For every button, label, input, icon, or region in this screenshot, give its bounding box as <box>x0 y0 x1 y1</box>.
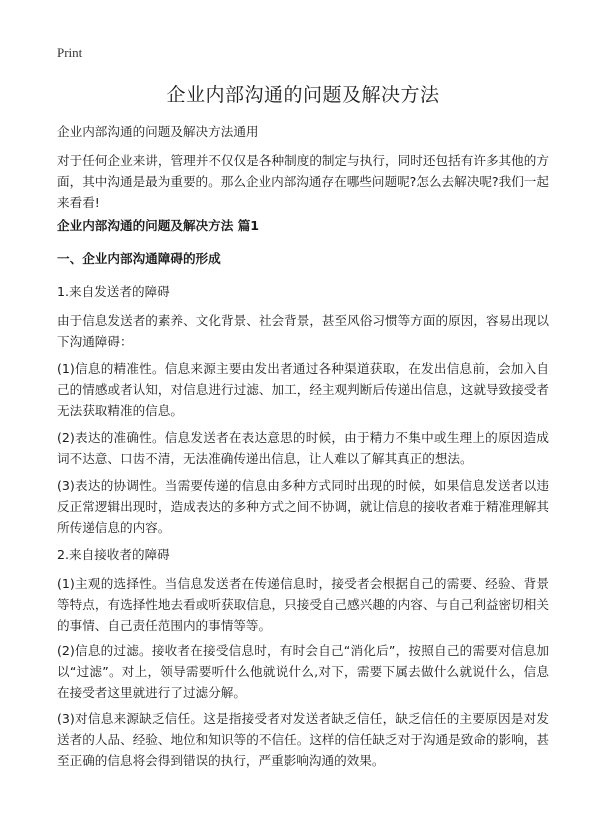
subsection-2-paragraph-1: (1)主观的选择性。当信息发送者在传递信息时，接受者会根据自己的需要、经验、背景等特点，有选择性地去看或听获取信息，只接受自己感兴趣的内容、与自己利益密切相关的事情、自己责任范围内的事情等等。 <box>57 576 549 633</box>
subsection-1-title: 1.来自发送者的障碍 <box>57 284 170 299</box>
subsection-2-title: 2.来自接收者的障碍 <box>57 547 170 562</box>
document-title: 企业内部沟通的问题及解决方法 <box>166 84 440 106</box>
subsection-2-paragraph-3: (3)对信息来源缺乏信任。这是指接受者对发送者缺乏信任，缺乏信任的主要原因是对发送者的人品、经验、地位和知识等的不信任。这样的信任缺乏对于沟通是致命的影响，甚至正确的信息将会得到错误的执行，严重影响沟通的效果。 <box>57 711 549 768</box>
subsection-2-paragraph-2: (2)信息的过滤。接收者在接受信息时，有时会自己“消化后”，按照自己的需要对信息加以“过滤”。对上，领导需要听什么他就说什么,对下，需要下属去做什么就说什么，信息在接受者这里就进行了过滤分解。 <box>57 643 549 700</box>
print-link[interactable]: Print <box>57 45 83 60</box>
subsection-1-intro: 由于信息发送者的素养、文化背景、社会背景，甚至风俗习惯等方面的原因，容易出现以下沟通障碍： <box>57 313 549 349</box>
section-title: 企业内部沟通的问题及解决方法 篇1 <box>57 218 260 233</box>
intro-paragraph: 对于任何企业来讲，管理并不仅仅是各种制度的制定与执行，同时还包括有许多其他的方面，其中沟通是最为重要的。那么企业内部沟通存在哪些问题呢?怎么去解决呢?我们一起来看看! <box>57 153 549 210</box>
subsection-1-paragraph-3: (3)表达的协调性。当需要传递的信息由多种方式同时出现的时候，如果信息发送者以违反正常逻辑出现时，造成表达的多种方式之间不协调，就让信息的接收者难于精准理解其所传递信息的内容。 <box>57 478 549 535</box>
document-subtitle: 企业内部沟通的问题及解决方法通用 <box>57 124 259 139</box>
subsection-1-paragraph-1: (1)信息的精准性。信息来源主要由发出者通过各种渠道获取，在发出信息前，会加入自己的情感或者认知，对信息进行过滤、加工，经主观判断后传递出信息，这就导致接受者无法获取精准的信息。 <box>57 361 549 418</box>
part-title: 一、企业内部沟通障碍的形成 <box>57 251 221 266</box>
subsection-1-paragraph-2: (2)表达的准确性。信息发送者在表达意思的时候，由于精力不集中或生理上的原因造成词不达意、口齿不清，无法准确传递出信息，让人难以了解其真正的想法。 <box>57 430 549 466</box>
